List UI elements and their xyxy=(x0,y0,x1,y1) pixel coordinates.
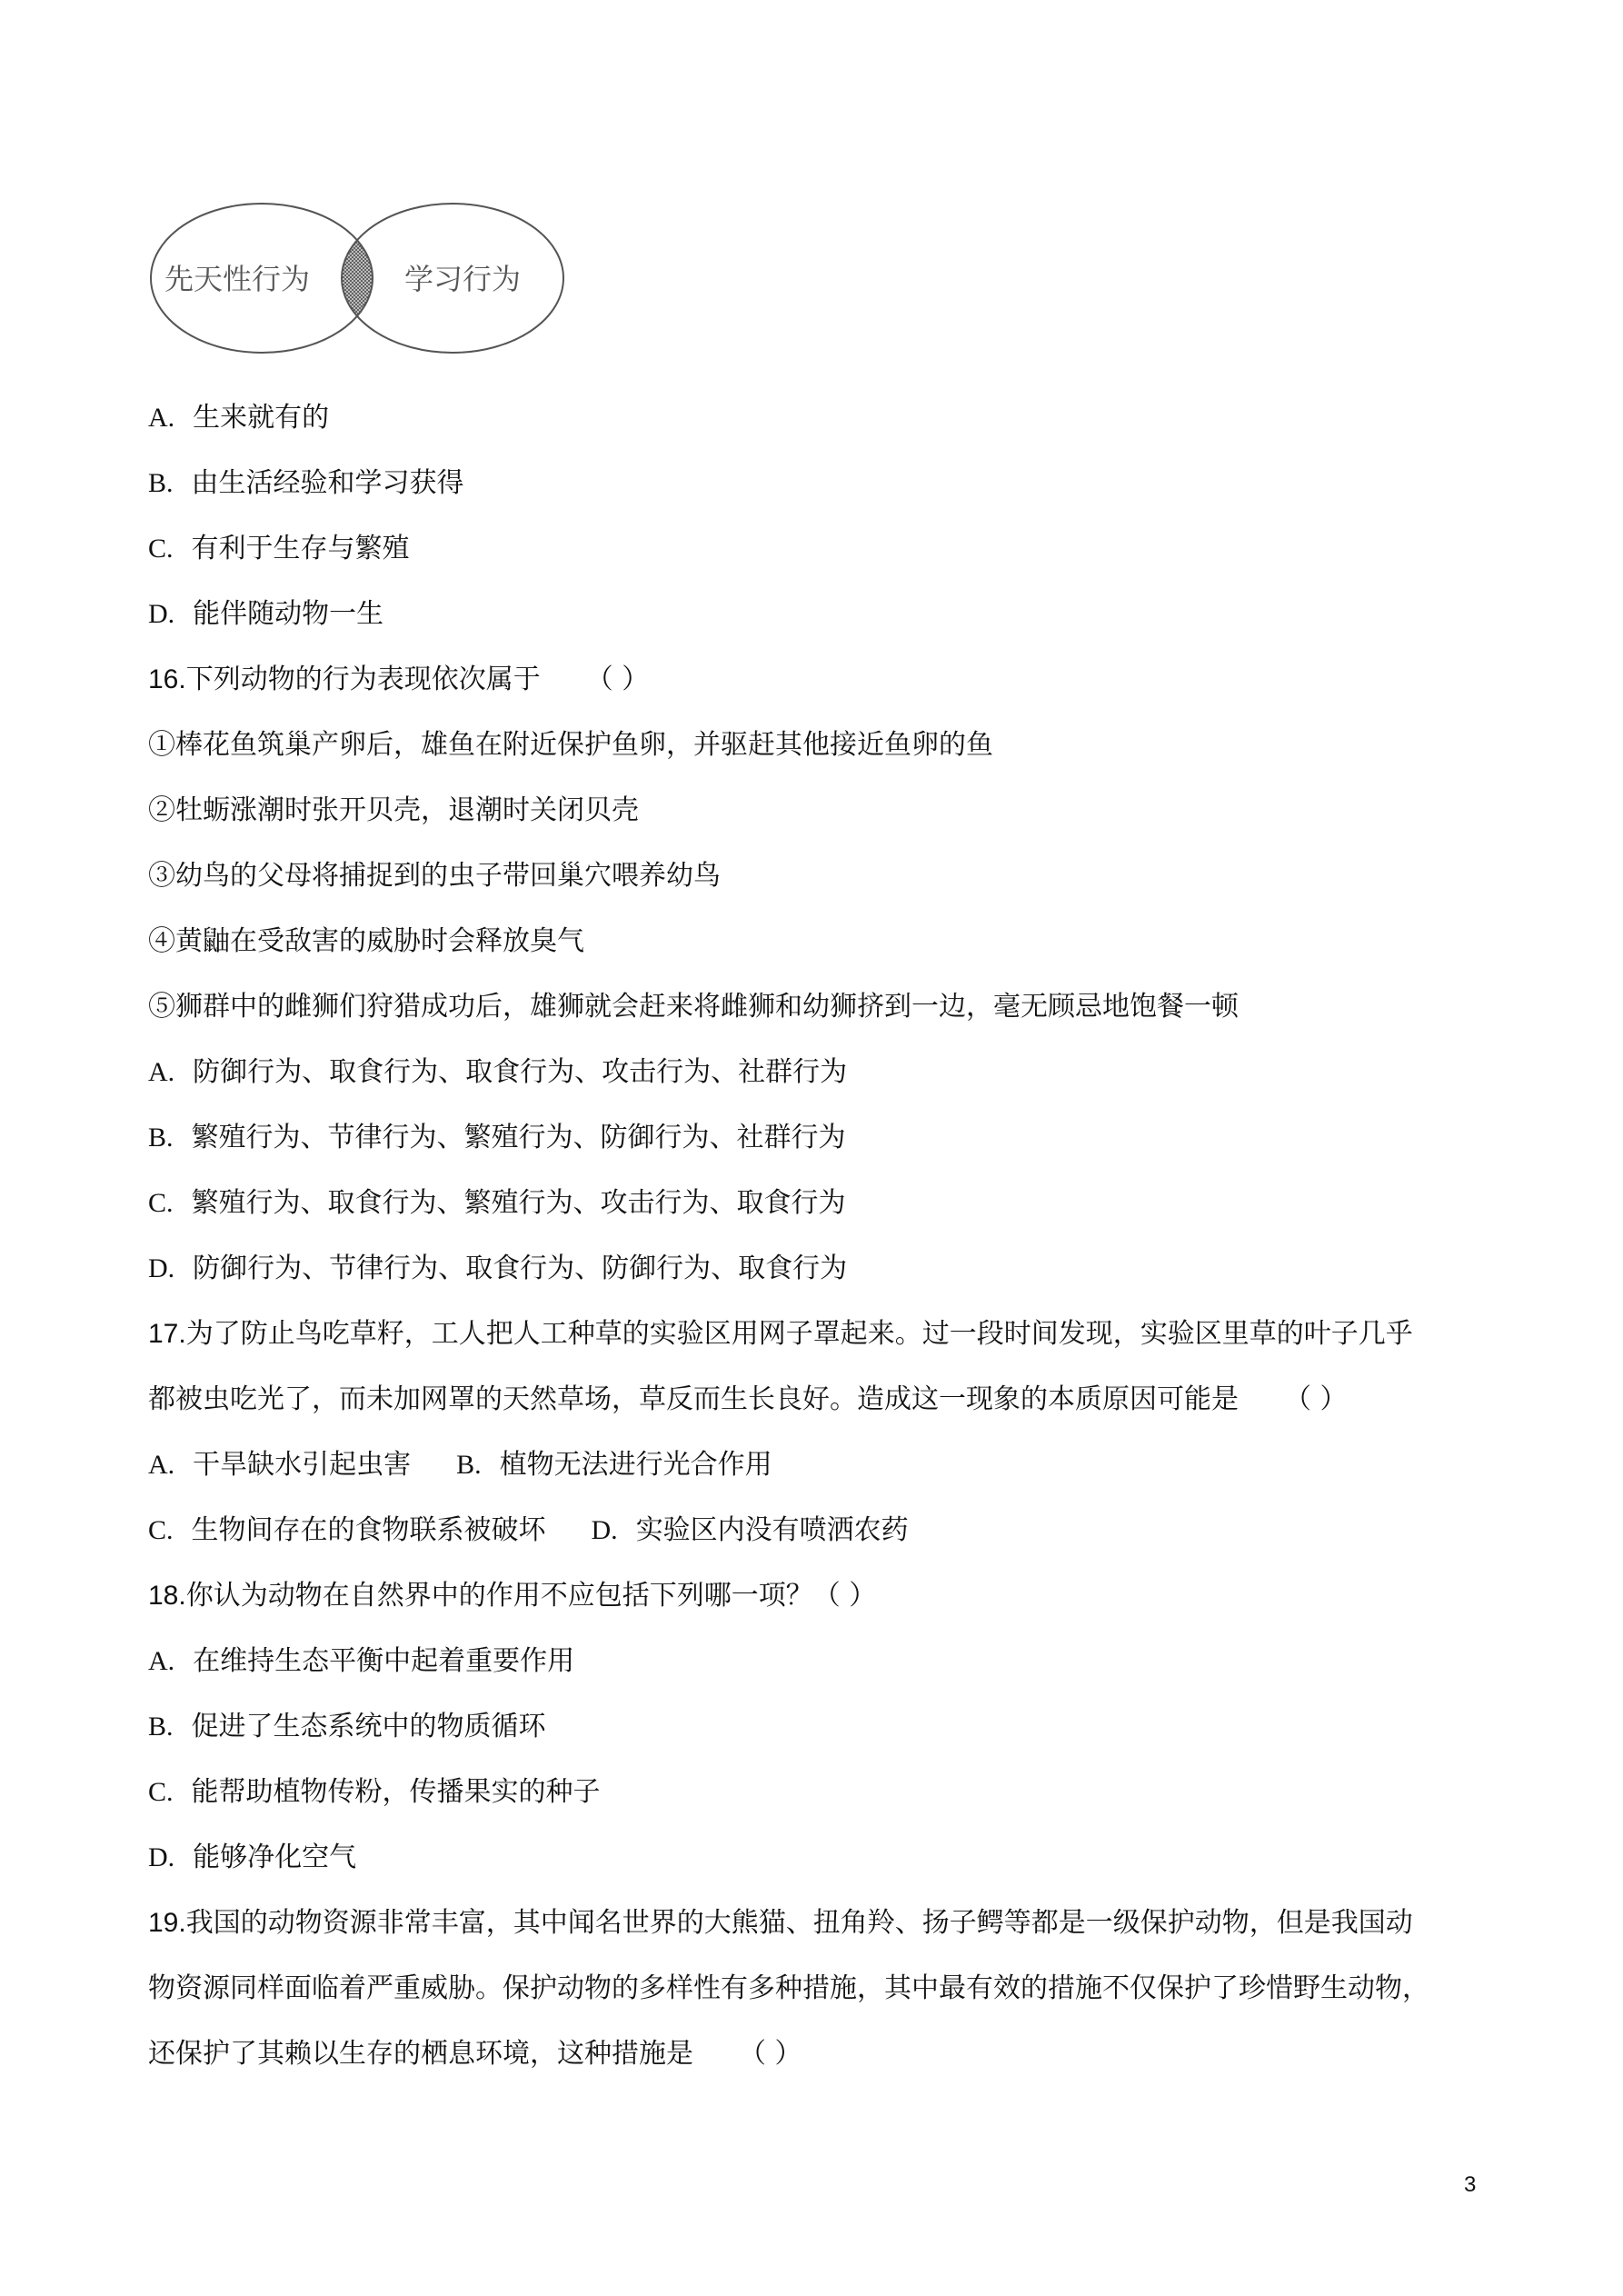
venn-right-label: 学习行为 xyxy=(404,262,522,296)
q16-item-3: ③幼鸟的父母将捕捉到的虫子带回巢穴喂养幼鸟 xyxy=(148,860,721,892)
q16-option-d: D. 防御行为、节律行为、取食行为、防御行为、取食行为 xyxy=(148,1253,848,1284)
q16-item-2: ②牡蛎涨潮时张开贝壳，退潮时关闭贝壳 xyxy=(148,794,639,826)
q19-stem-line-1: 19.我国的动物资源非常丰富，其中闻名世界的大熊猫、扭角羚、扬子鳄等都是一级保护动物，但是我国动 xyxy=(148,1907,1413,1939)
q15-option-c: C. 有利于生存与繁殖 xyxy=(148,533,410,564)
q16-item-5: ⑤狮群中的雌狮们狩猎成功后，雄狮就会赶来将雌狮和幼狮挤到一边，毫无顾忌地饱餐一顿 xyxy=(148,991,1239,1023)
q17-stem-line-1: 17.为了防止鸟吃草籽，工人把人工种草的实验区用网子罩起来。过一段时间发现，实验区里草的叶子几乎 xyxy=(148,1318,1413,1350)
q17-options-cd: C. 生物间存在的食物联系被破坏 D. 实验区内没有喷洒农药 xyxy=(148,1514,909,1546)
q17-stem-line-2: 都被虫吃光了，而未加网罩的天然草场，草反而生长良好。造成这一现象的本质原因可能是 （ ） xyxy=(148,1383,1348,1415)
q18-option-c: C. 能帮助植物传粉，传播果实的种子 xyxy=(148,1776,601,1808)
page-number: 3 xyxy=(1464,2172,1477,2197)
q18-option-d: D. 能够净化空气 xyxy=(148,1842,357,1873)
q18-option-a: A. 在维持生态平衡中起着重要作用 xyxy=(148,1645,575,1677)
q19-stem-line-3: 还保护了其赖以生存的栖息环境，这种措施是 （ ） xyxy=(148,2038,802,2070)
venn-left-label: 先天性行为 xyxy=(164,262,311,296)
q16-option-b: B. 繁殖行为、节律行为、繁殖行为、防御行为、社群行为 xyxy=(148,1122,846,1153)
venn-diagram xyxy=(148,198,566,362)
q16-option-c: C. 繁殖行为、取食行为、繁殖行为、攻击行为、取食行为 xyxy=(148,1187,846,1219)
q15-option-b: B. 由生活经验和学习获得 xyxy=(148,467,464,499)
q16-option-a: A. 防御行为、取食行为、取食行为、攻击行为、社群行为 xyxy=(148,1056,848,1088)
q17-options-ab: A. 干旱缺水引起虫害 B. 植物无法进行光合作用 xyxy=(148,1449,772,1481)
q15-option-a: A. 生来就有的 xyxy=(148,402,330,434)
q16-item-1: ①棒花鱼筑巢产卵后，雄鱼在附近保护鱼卵，并驱赶其他接近鱼卵的鱼 xyxy=(148,729,993,761)
q18-option-b: B. 促进了生态系统中的物质循环 xyxy=(148,1711,546,1742)
q15-option-d: D. 能伴随动物一生 xyxy=(148,598,384,630)
q18-stem: 18.你认为动物在自然界中的作用不应包括下列哪一项？（ ） xyxy=(148,1580,877,1612)
q19-stem-line-2: 物资源同样面临着严重威胁。保护动物的多样性有多种措施，其中最有效的措施不仅保护了珍惜野生动物， xyxy=(148,1972,1429,2004)
q16-item-4: ④黄鼬在受敌害的威胁时会释放臭气 xyxy=(148,925,584,957)
q16-stem: 16.下列动物的行为表现依次属于 （ ） xyxy=(148,664,650,695)
